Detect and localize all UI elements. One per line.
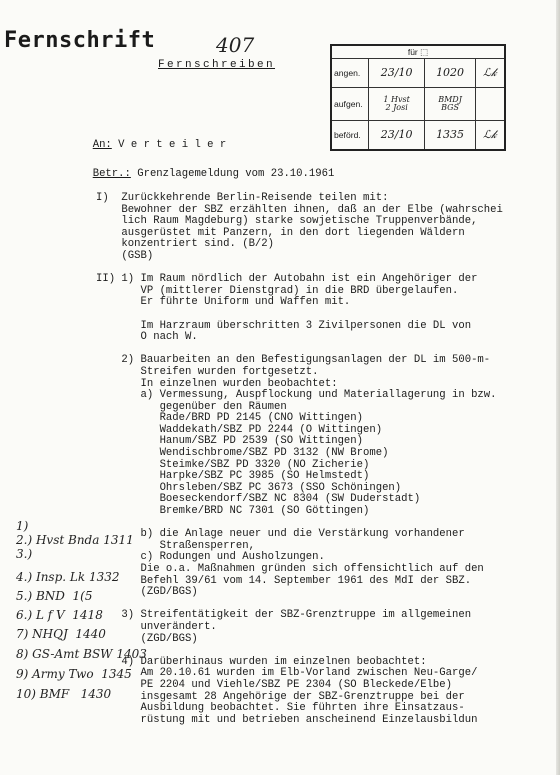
body-line: Bremke/BRD NC 7301 (SO Göttingen) bbox=[96, 505, 370, 518]
stamp-row-signature: ℒ𝓀 bbox=[475, 120, 505, 150]
body-line: Streifen wurden fortgesetzt. bbox=[96, 365, 319, 378]
body-line: In einzelnen wurden beobachtet: bbox=[96, 377, 338, 390]
stamp-row bbox=[331, 87, 505, 120]
body-line bbox=[96, 309, 503, 321]
body-line: rüstung mit und betrieben anscheinend Einzelausbildun bbox=[96, 713, 478, 726]
body-line: 3) Streifentätigkeit der SBZ-Grenztruppe im allgemeinen bbox=[96, 609, 472, 622]
distribution-recipient: GS-Amt BSW 1403 bbox=[28, 647, 147, 661]
distribution-entry bbox=[16, 608, 103, 622]
distribution-entry bbox=[16, 533, 134, 547]
body-line: ausgerüstet mit Panzern, in den dort liegenden Wäldern bbox=[96, 226, 465, 239]
distribution-number: 9) bbox=[16, 667, 29, 681]
body-line: Steimke/SBZ PD 3320 (NO Zicherie) bbox=[96, 458, 370, 471]
body-line: konzentriert sind. (B/2) bbox=[96, 238, 275, 251]
stamp-row-label: beförd. bbox=[331, 120, 369, 150]
address-recipient: V e r t e i l e r bbox=[118, 138, 227, 151]
stamp-row-label: aufgen. bbox=[331, 87, 369, 120]
stamp-row bbox=[331, 120, 505, 150]
distribution-entry bbox=[16, 647, 147, 661]
body-line: Wendischbrome/SBZ PD 3132 (NW Brome) bbox=[96, 447, 389, 460]
body-line: (ZGD/BGS) bbox=[96, 632, 198, 645]
distribution-number: 8) bbox=[16, 647, 29, 661]
distribution-entry bbox=[16, 570, 120, 584]
stamp-row-signature: ℒ𝓀 bbox=[475, 59, 505, 88]
body-line: Er führte Uniform und Waffen mit. bbox=[96, 296, 351, 309]
body-line: Straßensperren, bbox=[96, 539, 255, 552]
body-line: O nach W. bbox=[96, 331, 198, 344]
body-line: Hanum/SBZ PD 2539 (SO Wittingen) bbox=[96, 435, 364, 448]
stamp-row-label: angen. bbox=[331, 59, 369, 88]
distribution-recipient: BND 1(5 bbox=[32, 589, 93, 603]
body-line: Am 20.10.61 wurden im Elb-Vorland zwischen Neu-Garge/ bbox=[96, 667, 478, 680]
body-line: b) die Anlage neuer und die Verstärkung vorhandener bbox=[96, 528, 465, 541]
stamp-header: für ⬚ bbox=[331, 45, 505, 59]
body-line: (ZGD/BGS) bbox=[96, 586, 198, 599]
body-line: Befehl 39/61 vom 14. September 1961 des MdI der SBZ. bbox=[96, 574, 472, 587]
distribution-number: 4.) bbox=[16, 570, 33, 584]
distribution-entry bbox=[16, 627, 106, 641]
body-line: c) Rodungen und Ausholzungen. bbox=[96, 551, 325, 564]
stamp-row-time: 1335 bbox=[425, 120, 476, 150]
subject-line bbox=[80, 157, 334, 180]
distribution-recipient: Army Two 1345 bbox=[28, 667, 132, 681]
body-line: Im Harzraum überschritten 3 Zivilpersonen die DL von bbox=[96, 319, 472, 332]
document-type: Fernschreiben bbox=[158, 59, 276, 71]
body-line: Waddekath/SBZ PD 2244 (O Wittingen) bbox=[96, 423, 383, 436]
distribution-recipient: Insp. Lk 1332 bbox=[32, 570, 120, 584]
distribution-number: 7) bbox=[16, 627, 29, 641]
body-line: unverändert. bbox=[96, 620, 217, 633]
distribution-entry bbox=[16, 547, 32, 561]
distribution-recipient: NHQJ 1440 bbox=[28, 627, 106, 641]
distribution-recipient: Hvst Bnda 1311 bbox=[32, 533, 134, 547]
teleprinter-stamp: Fernschrift bbox=[4, 28, 156, 53]
distribution-number: 6.) bbox=[16, 608, 33, 622]
distribution-recipient: BMF 1430 bbox=[35, 687, 112, 701]
body-line: lich Raum Magdeburg) starke sowjetische Truppenverbände, bbox=[96, 215, 478, 228]
body-line: Harpke/SBZ PC 3985 (SO Helmstedt) bbox=[96, 470, 370, 483]
distribution-entry bbox=[16, 589, 92, 603]
scan-edge bbox=[556, 0, 560, 775]
subject-label: Betr.: bbox=[92, 167, 131, 180]
stamp-row-time: 1020 bbox=[425, 59, 476, 88]
body-line: 2) Bauarbeiten an den Befestigungsanlagen der DL im 500-m- bbox=[96, 354, 491, 367]
stamp-row-date: 1 Hvst 2 Josi bbox=[369, 87, 425, 120]
body-line: 4) Darüberhinaus wurden im einzelnen beobachtet: bbox=[96, 655, 427, 668]
message-body bbox=[96, 193, 503, 726]
distribution-recipient: L f V 1418 bbox=[32, 608, 103, 622]
body-line: Rade/BRD PD 2145 (CNO Wittingen) bbox=[96, 412, 364, 425]
address-line bbox=[80, 128, 226, 151]
receipt-stamp bbox=[330, 44, 506, 151]
body-line: Boeseckendorf/SBZ NC 8304 (SW Duderstadt) bbox=[96, 493, 421, 506]
distribution-number: 5.) bbox=[16, 589, 33, 603]
stamp-row-date: 23/10 bbox=[369, 59, 425, 88]
distribution-entry bbox=[16, 667, 132, 681]
body-line: PE 2204 und Viehle/SBZ PE 2304 (SO Bleckede/Elbe) bbox=[96, 678, 453, 691]
distribution-number: 1) bbox=[16, 519, 29, 533]
distribution-number: 2.) bbox=[16, 533, 33, 547]
body-line: gegenüber den Räumen bbox=[96, 400, 287, 413]
body-line: Ohrsleben/SBZ PC 3673 (SSO Schöningen) bbox=[96, 481, 402, 494]
stamp-row-time: BMDJ BGS bbox=[425, 87, 476, 120]
stamp-row-signature bbox=[475, 87, 505, 120]
body-line bbox=[96, 645, 503, 657]
body-line: Die o.a. Maßnahmen gründen sich offensichtlich auf den bbox=[96, 563, 484, 575]
body-line: insgesamt 28 Angehörige der SBZ-Grenztruppe bei der bbox=[96, 690, 465, 703]
distribution-entry bbox=[16, 687, 111, 701]
stamp-row bbox=[331, 59, 505, 88]
subject-text: Grenzlagemeldung vom 23.10.1961 bbox=[137, 167, 335, 180]
distribution-number: 3.) bbox=[16, 547, 33, 561]
body-line: (GSB) bbox=[96, 249, 154, 262]
body-line: VP (mittlerer Dienstgrad) in die BRD übergelaufen. bbox=[96, 284, 459, 297]
address-label: An: bbox=[92, 138, 112, 151]
distribution-number: 10) bbox=[16, 687, 36, 701]
body-line: Bewohner der SBZ erzählten ihnen, daß an der Elbe (wahrschei bbox=[96, 203, 503, 216]
body-line: II) 1) Im Raum nördlich der Autobahn ist ein Angehöriger der bbox=[96, 273, 478, 286]
body-line: Ausbildung beobachtet. Sie führten ihre Einsatzaus- bbox=[96, 702, 465, 715]
body-line: I) Zurückkehrende Berlin-Reisende teilen mit: bbox=[96, 192, 389, 204]
stamp-row-date: 23/10 bbox=[369, 120, 425, 150]
distribution-entry bbox=[16, 519, 28, 533]
body-line: a) Vermessung, Auspflockung und Materiallagerung in bzw. bbox=[96, 389, 497, 402]
page-number: 407 bbox=[216, 33, 255, 57]
